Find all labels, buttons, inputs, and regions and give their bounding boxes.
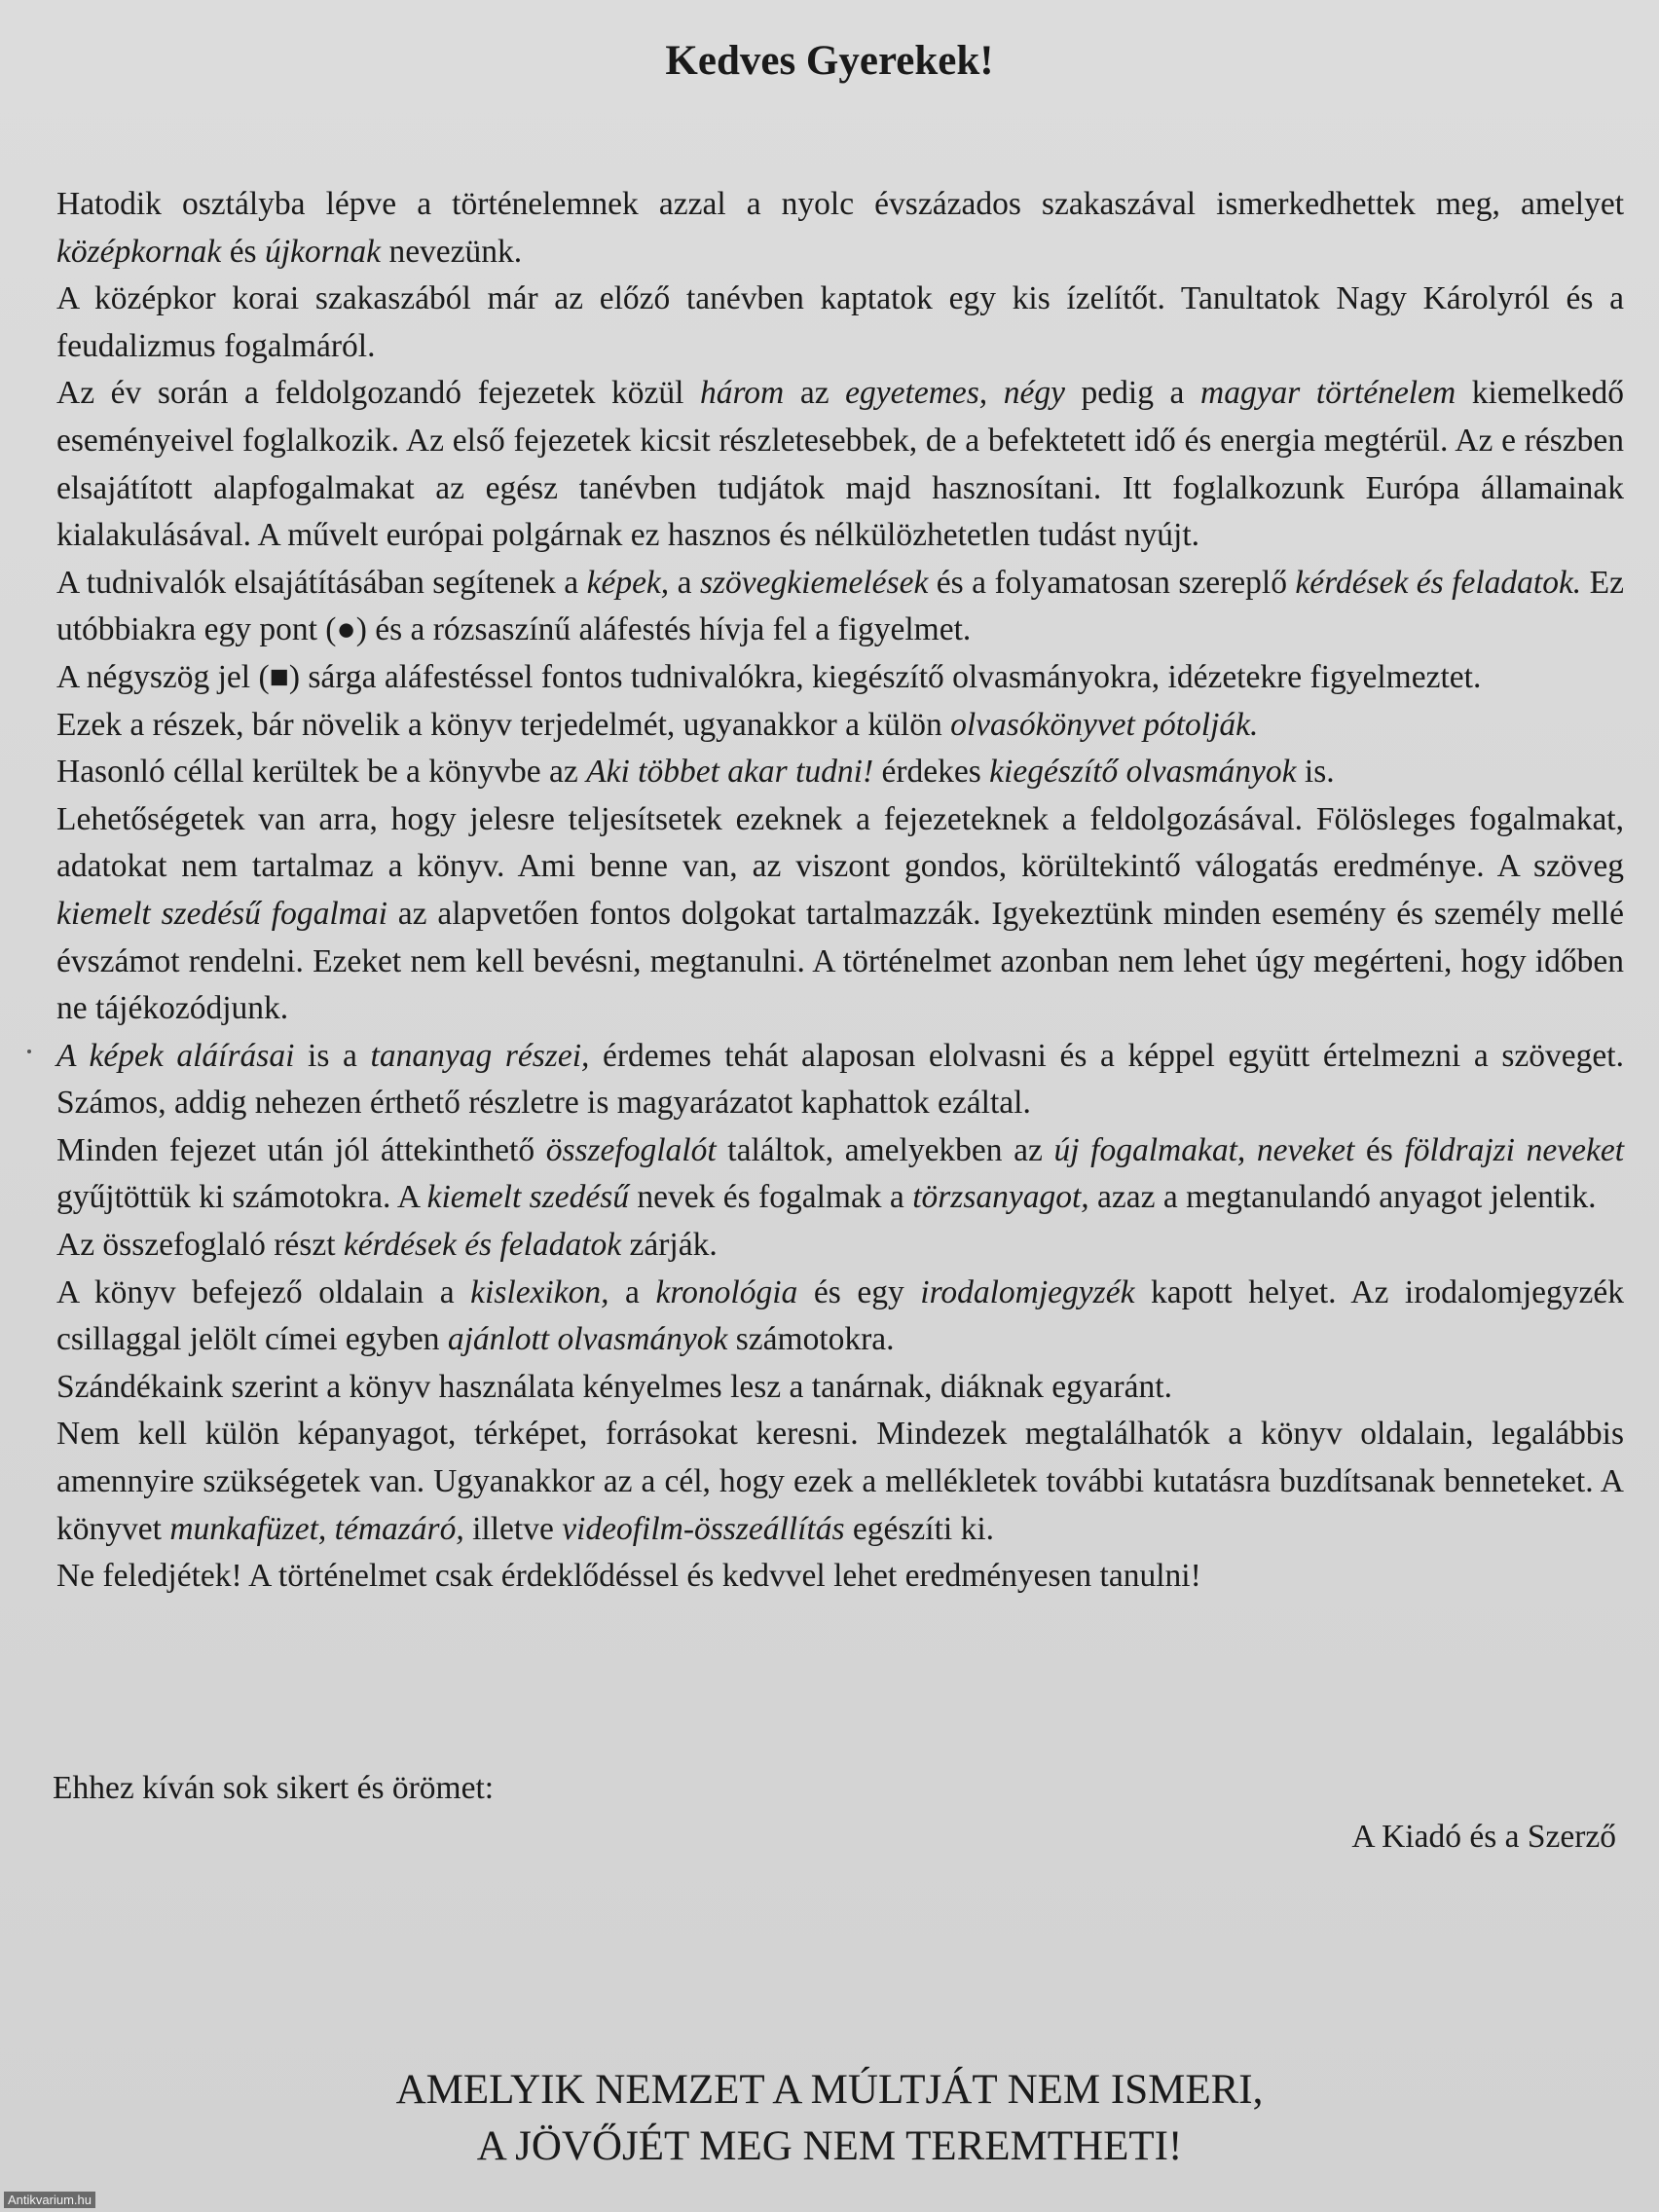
- paragraph: [56, 1127, 1624, 1222]
- greeting: Ehhez kíván sok sikert és örömet:: [53, 1770, 495, 1806]
- italic-text: irodalomjegyzék: [920, 1273, 1135, 1310]
- paragraph: [56, 1270, 1624, 1364]
- text-run: Ne feledjétek! A történelmet csak érdeklődéssel és kedvvel lehet eredményesen tanulni!: [56, 1558, 1201, 1595]
- text-run: gyűjtöttük ki számotokra. A: [56, 1179, 427, 1216]
- text-run: illetve: [463, 1510, 563, 1547]
- italic-text: középkornak: [56, 233, 222, 270]
- text-run: érdekes: [873, 754, 990, 791]
- italic-text: újkornak: [264, 233, 382, 270]
- text-run: a: [669, 564, 700, 601]
- italic-text: magyar történelem: [1200, 375, 1456, 412]
- italic-text: kiegészítő olvasmányok: [989, 754, 1297, 791]
- italic-text: egyetemes, négy: [845, 375, 1065, 412]
- paragraph: [56, 1411, 1624, 1553]
- paragraph: [56, 370, 1624, 559]
- body-text: [56, 181, 1624, 1601]
- text-run: is a: [294, 1037, 371, 1074]
- italic-text: munkafüzet, témazáró,: [169, 1510, 464, 1547]
- text-run: Az összefoglaló részt: [56, 1227, 344, 1264]
- text-run: Az év során a feldolgozandó fejezetek közül: [56, 375, 701, 412]
- paragraph: [56, 1364, 1624, 1412]
- italic-text: új fogalmakat, neveket: [1053, 1131, 1355, 1168]
- page-title: Kedves Gyerekek!: [665, 38, 994, 84]
- italic-text: tananyag részei,: [370, 1037, 590, 1074]
- text-run: Ezek a részek, bár növelik a könyv terjedelmét, ugyanakkor a külön: [56, 706, 951, 743]
- text-run: zárják.: [621, 1227, 718, 1264]
- text-run: Szándékaink szerint a könyv használata kényelmes lesz a tanárnak, diáknak egyaránt.: [56, 1368, 1172, 1405]
- text-run: egészíti ki.: [844, 1510, 994, 1547]
- text-run: A könyv befejező oldalain a: [56, 1273, 471, 1310]
- text-run: Ez utóbbiakra egy pont (●) és a rózsaszínű aláfestés hívja fel a figyelmet.: [56, 564, 1624, 648]
- text-run: találtok, amelyekben az: [716, 1131, 1054, 1168]
- text-run: azaz a megtanulandó anyagot jelentik.: [1088, 1179, 1597, 1216]
- text-run: Hasonló céllal kerültek be a könyvbe az: [56, 754, 587, 791]
- text-run: A középkor korai szakaszából már az előző tanévben kaptatok egy kis ízelítőt. Tanultatok Nagy Károlyról és a feudalizmus fogalmáról.: [56, 280, 1624, 364]
- italic-text: földrajzi neveket: [1404, 1131, 1624, 1168]
- motto: [0, 2062, 1659, 2175]
- text-run: Minden fejezet után jól áttekinthető: [56, 1131, 546, 1168]
- text-run: számotokra.: [727, 1321, 895, 1358]
- margin-dot: [27, 1050, 31, 1053]
- text-run: A négyszög jel (■) sárga aláfestéssel fontos tudnivalókra, kiegészítő olvasmányokra, idézetekre figyelmeztet.: [56, 658, 1482, 695]
- text-run: Lehetőségetek van arra, hogy jelesre teljesítsetek ezeknek a fejezeteknek a feldolgozásával. Fölösleges fogalmakat, adatokat nem tartalmaz a könyv. Ami benne van, az viszont gondos, körültekintő válogatás eredménye. A szöveg: [56, 800, 1624, 885]
- signature: A Kiadó és a Szerző: [1351, 1819, 1616, 1855]
- text-run: A tudnivalók elsajátításában segítenek a: [56, 564, 587, 601]
- italic-text: kronológia: [655, 1273, 798, 1310]
- italic-text: olvasókönyvet pótolják.: [950, 706, 1259, 743]
- text-run: nevek és fogalmak a: [629, 1179, 913, 1216]
- italic-text: szövegkiemelések: [699, 564, 929, 601]
- paragraph: [56, 1222, 1624, 1270]
- text-run: Hatodik osztályba lépve a történelemnek azzal a nyolc évszázados szakaszával ismerkedhettek meg, amelyet: [56, 186, 1624, 222]
- paragraph: [56, 654, 1624, 702]
- motto-line-2: A JÖVŐJÉT MEG NEM TEREMTHETI!: [476, 2123, 1183, 2169]
- text-run: a: [608, 1273, 656, 1310]
- paragraph: [56, 276, 1624, 370]
- text-run: és a folyamatosan szereplő: [928, 564, 1296, 601]
- paragraph: [56, 560, 1624, 654]
- italic-text: törzsanyagot,: [912, 1179, 1089, 1216]
- text-run: és: [221, 233, 265, 270]
- italic-text: ajánlott olvasmányok: [447, 1321, 728, 1358]
- italic-text: képek,: [586, 564, 670, 601]
- text-run: kapott helyet. Az irodalomjegyzék csillaggal jelölt címei egyben: [56, 1273, 1624, 1358]
- paragraph: [56, 1553, 1624, 1601]
- italic-text: összefoglalót: [545, 1131, 717, 1168]
- text-run: Nem kell külön képanyagot, térképet, forrásokat keresni. Mindezek megtalálhatók a könyv oldalain, legalábbis amennyire szükségetek van. Ugyanakkor az a cél, hogy ezek a mellékletek további kutatásra buzdítsanak benneteket. A könyvet: [56, 1416, 1624, 1547]
- text-run: az: [784, 375, 846, 412]
- paragraph: [56, 796, 1624, 1033]
- italic-text: Aki többet akar tudni!: [586, 754, 874, 791]
- text-run: és egy: [797, 1273, 921, 1310]
- paragraph: [56, 181, 1624, 276]
- paragraph: [56, 749, 1624, 796]
- italic-text: három: [700, 375, 785, 412]
- italic-text: kérdések és feladatok: [343, 1227, 622, 1264]
- text-run: és: [1354, 1131, 1405, 1168]
- text-run: érdemes tehát alaposan elolvasni és a képpel együtt értelmezni a szöveget. Számos, addig nehezen érthető részletre is magyarázatot kaphattok ezáltal.: [56, 1037, 1624, 1122]
- watermark: Antikvarium.hu: [4, 2192, 95, 2208]
- paragraph: [56, 702, 1624, 750]
- text-run: az alapvetően fontos dolgokat tartalmazzák. Igyekeztünk minden esemény és személy mellé évszámot rendelni. Ezeket nem kell bevésni, megtanulni. A történelmet azonban nem lehet úgy megérteni, hogy időben ne tájékozódjunk.: [56, 895, 1624, 1027]
- italic-text: videofilm-összeállítás: [562, 1510, 845, 1547]
- italic-text: kislexikon,: [470, 1273, 609, 1310]
- motto-line-1: AMELYIK NEMZET A MÚLTJÁT NEM ISMERI,: [395, 2067, 1264, 2113]
- italic-text: kiemelt szedésű: [426, 1179, 630, 1216]
- text-run: is.: [1296, 754, 1335, 791]
- text-run: nevezünk.: [381, 233, 523, 270]
- italic-text: kérdések és feladatok.: [1295, 564, 1582, 601]
- text-run: kiemelkedő eseményeivel foglalkozik. Az első fejezetek kicsit részletesebbek, de a befektetett idő és energia megtérül. Az e részben elsajátított alapfogalmakat az egész tanévben tudjátok majd hasznosítani. Itt foglalkozunk Európa államainak kialakulásával. A művelt európai polgárnak ez hasznos és nélkülözhetetlen tudást nyújt.: [56, 375, 1625, 554]
- text-run: pedig a: [1064, 375, 1200, 412]
- paragraph: [56, 1033, 1624, 1127]
- italic-text: A képek aláírásai: [56, 1037, 295, 1074]
- italic-text: kiemelt szedésű fogalmai: [56, 895, 387, 932]
